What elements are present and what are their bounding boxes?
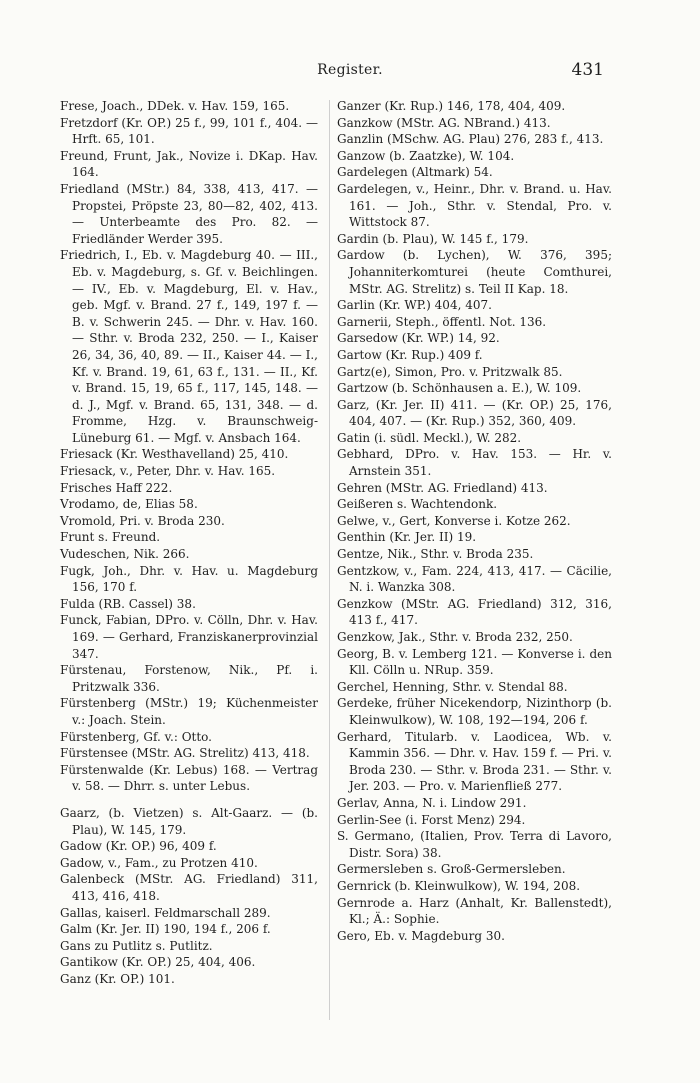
index-entry: Vromold, Pri. v. Broda 230. bbox=[60, 513, 225, 528]
section-f-entries bbox=[60, 98, 318, 795]
section-divider bbox=[60, 795, 318, 805]
index-entry: Frese, Joach., DDek. v. Hav. 159, 165. bbox=[60, 99, 290, 113]
index-entry: Ganzow (b. Zaatzke), W. 104. bbox=[337, 148, 515, 163]
index-entry: Gadow, v., Fam., zu Protzen 410. bbox=[60, 855, 258, 870]
index-entry: Gatin (i. südl. Meckl.), W. 282. bbox=[337, 430, 522, 445]
index-entry: Gardow (b. Lychen), W. 376, 395; Johanniterkomturei (heute Comthurei, MStr. AG. Strelitz) s. Teil II Kap. 18. bbox=[337, 248, 612, 296]
page-title: Register. bbox=[317, 62, 383, 78]
index-entry: Georg, B. v. Lemberg 121. — Konverse i. den Kll. Cölln u. NRup. 359. bbox=[337, 646, 612, 678]
index-entry: Gerlav, Anna, N. i. Lindow 291. bbox=[337, 795, 527, 810]
index-entry: Friesack, v., Peter, Dhr. v. Hav. 165. bbox=[60, 464, 276, 479]
index-entry: Galm (Kr. Jer. II) 190, 194 f., 206 f. bbox=[60, 922, 271, 937]
index-entry: Gantikow (Kr. OP.) 25, 404, 406. bbox=[60, 955, 256, 970]
index-entry: Gentzkow, v., Fam. 224, 413, 417. — Cäcilie, N. i. Wanzka 308. bbox=[337, 563, 612, 595]
index-entry: Frisches Haff 222. bbox=[60, 480, 173, 495]
index-entry: Gartzow (b. Schönhausen a. E.), W. 109. bbox=[337, 381, 582, 396]
index-entry: Friedland (MStr.) 84, 338, 413, 417. — Propstei, Pröpste 23, 80—82, 402, 413. — Unterbeamte des Pro. 82. — Friedländer Werder 395. bbox=[60, 181, 318, 246]
index-entry: Galenbeck (MStr. AG. Friedland) 311, 413, 416, 418. bbox=[60, 872, 318, 903]
index-entry: Gadow (Kr. OP.) 96, 409 f. bbox=[60, 839, 217, 854]
index-entry: Garsedow (Kr. WP.) 14, 92. bbox=[337, 331, 500, 346]
index-entry: Fürstenberg (MStr.) 19; Küchenmeister v.: Joach. Stein. bbox=[60, 696, 318, 727]
index-entry: Fulda (RB. Cassel) 38. bbox=[60, 596, 196, 611]
index-entry: Freund, Frunt, Jak., Novize i. DKap. Hav. 164. bbox=[60, 148, 318, 180]
index-entry: Gerchel, Henning, Sthr. v. Stendal 88. bbox=[337, 679, 568, 694]
index-entry: Gaarz, (b. Vietzen) s. Alt-Gaarz. — (b. Plau), W. 145, 179. bbox=[60, 805, 318, 837]
index-entry: Gartz(e), Simon, Pro. v. Pritzwalk 85. bbox=[337, 364, 563, 379]
index-entry: Gernrick (b. Kleinwulkow), W. 194, 208. bbox=[337, 878, 581, 893]
index-entry: Genzkow (MStr. AG. Friedland) 312, 316, 413 f., 417. bbox=[337, 596, 612, 628]
index-entry: Fürstenberg, Gf. v.: Otto. bbox=[60, 729, 212, 744]
index-entry: Gerlin-See (i. Forst Menz) 294. bbox=[337, 812, 526, 827]
index-entry: Garlin (Kr. WP.) 404, 407. bbox=[337, 298, 492, 313]
section-g-entries bbox=[60, 805, 318, 988]
index-entry: Gardelegen (Altmark) 54. bbox=[337, 165, 493, 180]
index-entry: Gelwe, v., Gert, Konverse i. Kotze 262. bbox=[337, 513, 571, 528]
index-entry: Genzkow, Jak., Sthr. v. Broda 232, 250. bbox=[337, 630, 573, 644]
index-entry: Frunt s. Freund. bbox=[60, 530, 161, 545]
index-entry: Friedrich, I., Eb. v. Magdeburg 40. — III., Eb. v. Magdeburg, s. Gf. v. Beichlingen. — IV., Eb. v. Magdeburg, El. v. Hav., geb. Mgf. v. Brand. 27 f., 149, 197 f. — B. v. Schwerin 245. — Dhr. v. Hav. 160. — Sthr. v. Broda 232, 250. — I., Kaiser 26, 34, 36, 40, 89. — II., Kaiser 44. — I., Kf. v. Brand. 19, 61, 63 f., 131. — II., Kf. v. Brand. 15, 19, 65 f., 117, 145, 148. — d. J., Mgf. v. Brand. 65, 131, 348. — d. Fromme, Hzg. v. Braunschweig-Lüneburg 61. — Mgf. v. Ansbach 164. bbox=[60, 248, 318, 445]
index-entry: S. Germano, (Italien, Prov. Terra di Lavoro, Distr. Sora) 38. bbox=[337, 829, 612, 860]
index-entry: Ganzkow (MStr. AG. NBrand.) 413. bbox=[337, 115, 551, 130]
index-entry: Geißeren s. Wachtendonk. bbox=[337, 497, 498, 512]
index-entry: Vrodamo, de, Elias 58. bbox=[60, 497, 198, 512]
index-entry: Gardelegen, v., Heinr., Dhr. v. Brand. u. Hav. 161. — Joh., Sthr. v. Stendal, Pro. v. Wittstock 87. bbox=[337, 181, 612, 230]
index-entry: Fürstenwalde (Kr. Lebus) 168. — Vertrag v. 58. — Dhrr. s. unter Lebus. bbox=[60, 762, 318, 794]
index-entry: Gernrode a. Harz (Anhalt, Kr. Ballenstedt), Kl.; Ä.: Sophie. bbox=[337, 895, 612, 927]
right-column bbox=[337, 98, 612, 944]
index-entry: Garz, (Kr. Jer. II) 411. — (Kr. OP.) 25, 176, 404, 407. — (Kr. Rup.) 352, 360, 409. bbox=[337, 397, 612, 429]
index-entry: Vudeschen, Nik. 266. bbox=[60, 547, 190, 562]
index-entry: Gehren (MStr. AG. Friedland) 413. bbox=[337, 480, 548, 495]
index-entry: Gerhard, Titularb. v. Laodicea, Wb. v. Kammin 356. — Dhr. v. Hav. 159 f. — Pri. v. Broda 230. — Sthr. v. Broda 231. — Sthr. v. Jer. 203. — Pro. v. Marienfließ 277. bbox=[337, 729, 612, 794]
index-entry: Gebhard, DPro. v. Hav. 153. — Hr. v. Arnstein 351. bbox=[337, 447, 612, 479]
index-entry: Fürstenau, Forstenow, Nik., Pf. i. Pritzwalk 336. bbox=[60, 663, 318, 694]
index-entry: Friesack (Kr. Westhavelland) 25, 410. bbox=[60, 447, 289, 462]
index-entry: Ganz (Kr. OP.) 101. bbox=[60, 971, 175, 986]
page-number: 431 bbox=[571, 60, 604, 80]
index-entry: Gans zu Putlitz s. Putlitz. bbox=[60, 938, 213, 953]
index-entry: Fretzdorf (Kr. OP.) 25 f., 99, 101 f., 404. — Hrft. 65, 101. bbox=[60, 115, 318, 147]
index-entry: Garnerii, Steph., öffentl. Not. 136. bbox=[337, 314, 547, 329]
column-divider bbox=[329, 100, 330, 1020]
index-entry: Fürstensee (MStr. AG. Strelitz) 413, 418. bbox=[60, 746, 310, 761]
index-entry: Gero, Eb. v. Magdeburg 30. bbox=[337, 928, 505, 943]
left-column bbox=[60, 98, 318, 987]
index-entry: Genthin (Kr. Jer. II) 19. bbox=[337, 530, 477, 545]
index-entry: Gartow (Kr. Rup.) 409 f. bbox=[337, 347, 483, 362]
index-entry: Germersleben s. Groß-Germersleben. bbox=[337, 862, 566, 877]
index-entry: Ganzer (Kr. Rup.) 146, 178, 404, 409. bbox=[337, 99, 566, 113]
index-entry: Gerdeke, früher Nicekendorp, Nizinthorp (b. Kleinwulkow), W. 108, 192—194, 206 f. bbox=[337, 696, 612, 727]
index-entry: Gentze, Nik., Sthr. v. Broda 235. bbox=[337, 547, 534, 562]
index-entry: Ganzlin (MSchw. AG. Plau) 276, 283 f., 413. bbox=[337, 132, 604, 147]
index-entry: Funck, Fabian, DPro. v. Cölln, Dhr. v. Hav. 169. — Gerhard, Franziskanerprovinzial 347. bbox=[60, 613, 318, 661]
index-entry: Gardin (b. Plau), W. 145 f., 179. bbox=[337, 231, 529, 246]
index-entry: Gallas, kaiserl. Feldmarschall 289. bbox=[60, 905, 271, 920]
index-entry: Fugk, Joh., Dhr. v. Hav. u. Magdeburg 156, 170 f. bbox=[60, 563, 318, 595]
